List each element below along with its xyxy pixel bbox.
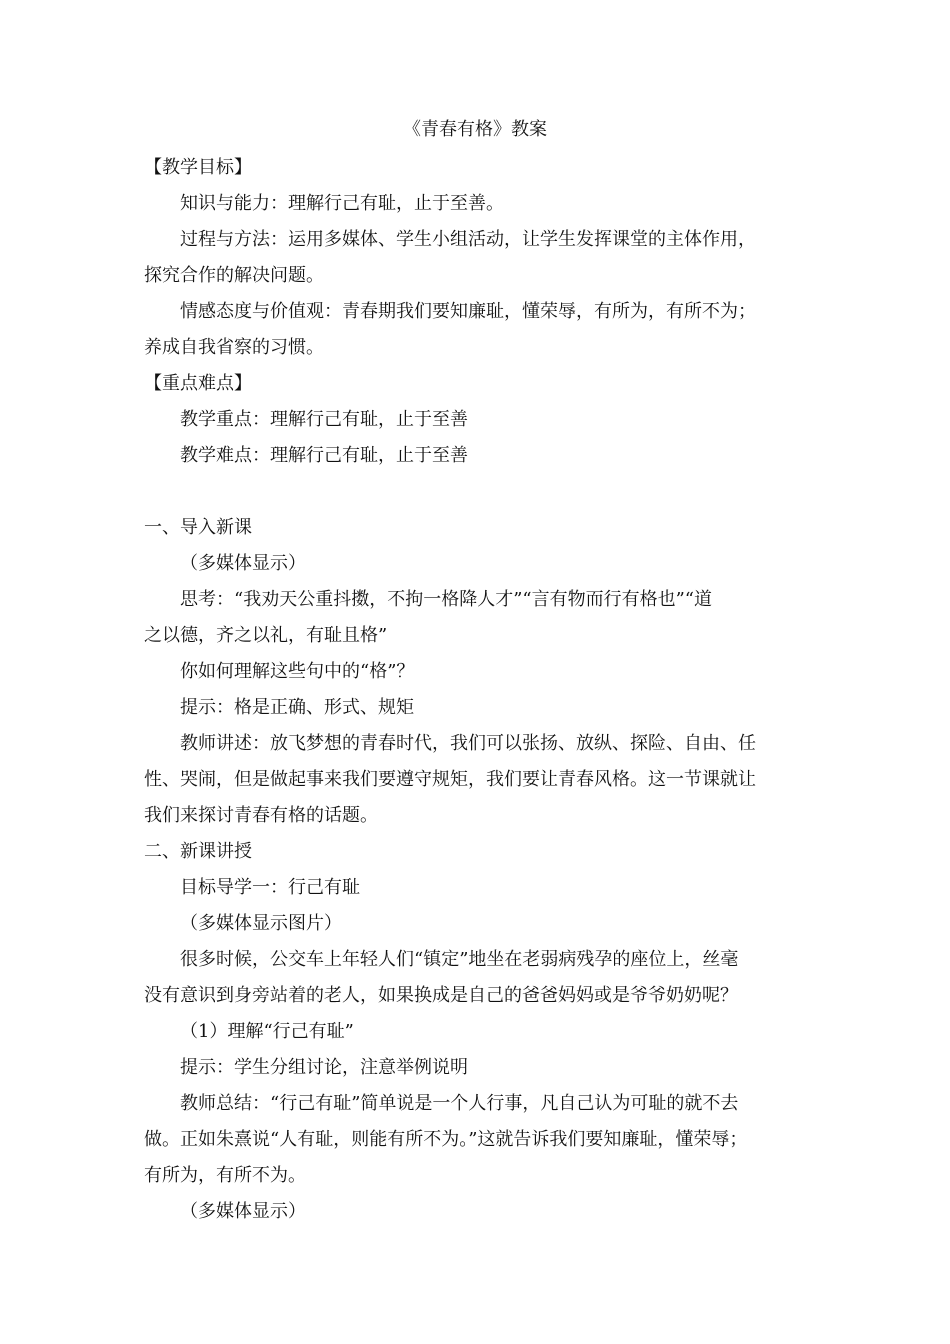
objective-process-line-2: 探究合作的解决问题。 <box>144 265 324 286</box>
section2-heading: 二、新课讲授 <box>144 841 252 862</box>
objective-process-line-1: 过程与方法：运用多媒体、学生小组活动，让学生发挥课堂的主体作用， <box>180 229 756 250</box>
teaching-focus: 教学重点：理解行己有耻，止于至善 <box>180 409 468 430</box>
section1-think-line-2: 之以德，齐之以礼，有耻且格” <box>144 625 388 646</box>
document-body <box>144 150 824 1230</box>
section1-heading: 一、导入新课 <box>144 517 252 538</box>
section2-media-note: （多媒体显示） <box>180 1201 306 1222</box>
section1-question: 你如何理解这些句中的“格”？ <box>180 661 415 682</box>
key-points-heading: 【重点难点】 <box>144 373 252 394</box>
section2-media-picture-note: （多媒体显示图片） <box>180 913 342 934</box>
section2-hint: 提示：学生分组讨论，注意举例说明 <box>180 1057 468 1078</box>
document-title: 《青春有格》教案 <box>403 119 547 140</box>
section1-think-line-1: 思考：“我劝天公重抖擞，不拘一格降人才”“言有物而行有格也”“道 <box>180 589 713 610</box>
objective-knowledge: 知识与能力：理解行己有耻，止于至善。 <box>180 193 504 214</box>
teaching-difficulty: 教学难点：理解行己有耻，止于至善 <box>180 445 468 466</box>
section2-story-line-1: 很多时候，公交车上年轻人们“镇定”地坐在老弱病残孕的座位上，丝毫 <box>180 949 739 970</box>
section-spacer <box>144 474 824 510</box>
objective-emotion-line-2: 养成自我省察的习惯。 <box>144 337 324 358</box>
section2-item-1: （1）理解“行己有耻” <box>180 1021 354 1042</box>
section2-summary-line-3: 有所为，有所不为。 <box>144 1165 306 1186</box>
section2-summary-line-1: 教师总结：“行己有耻”简单说是一个人行事，凡自己认为可耻的就不去 <box>180 1093 739 1114</box>
objectives-heading: 【教学目标】 <box>144 157 252 178</box>
section1-teacher-line-3: 我们来探讨青春有格的话题。 <box>144 805 378 826</box>
section2-summary-line-2: 做。正如朱熹说“人有耻，则能有所不为。”这就告诉我们要知廉耻，懂荣辱； <box>144 1129 748 1150</box>
section1-teacher-line-2: 性、哭闹，但是做起事来我们要遵守规矩，我们要让青春风格。这一节课就让 <box>144 769 756 790</box>
objective-emotion-line-1: 情感态度与价值观：青春期我们要知廉耻，懂荣辱，有所为，有所不为； <box>180 301 756 322</box>
section1-teacher-line-1: 教师讲述：放飞梦想的青春时代，我们可以张扬、放纵、探险、自由、任 <box>180 733 756 754</box>
section2-story-line-2: 没有意识到身旁站着的老人，如果换成是自己的爸爸妈妈或是爷爷奶奶呢？ <box>144 985 738 1006</box>
section1-media-note: （多媒体显示） <box>180 553 306 574</box>
section2-goal: 目标导学一：行己有耻 <box>180 877 360 898</box>
section1-hint: 提示：格是正确、形式、规矩 <box>180 697 414 718</box>
